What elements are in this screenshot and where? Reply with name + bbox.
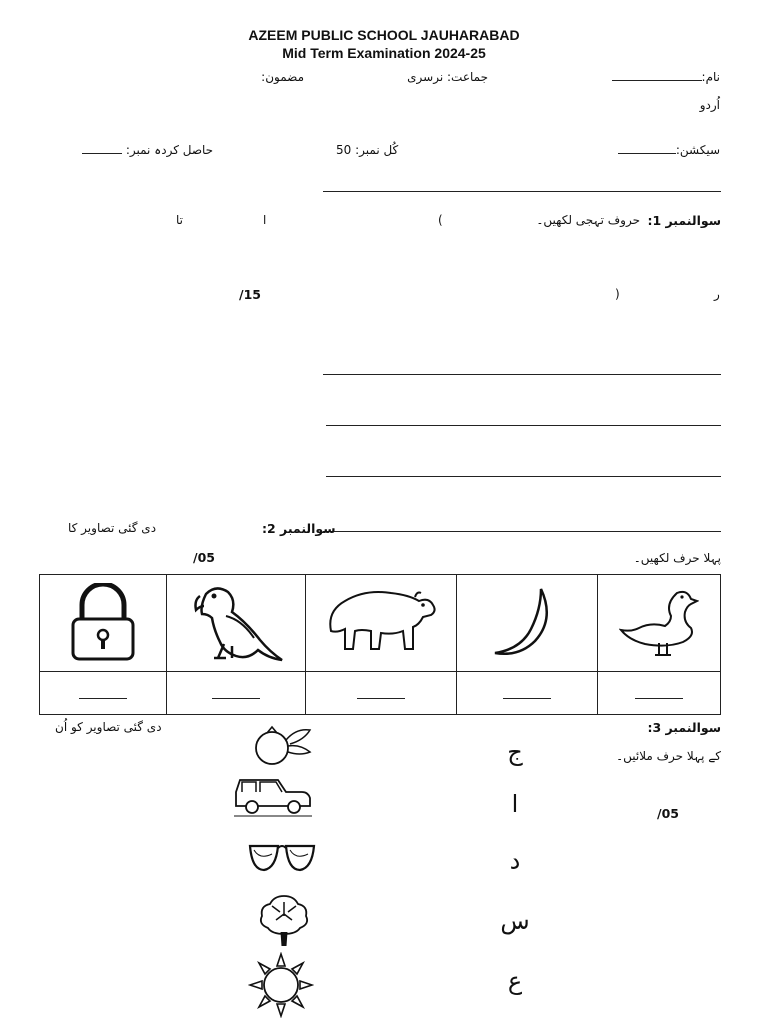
answer-blank-bear[interactable]	[306, 672, 457, 715]
section-label: سیکشن:	[675, 143, 720, 157]
obtained-label: حاصل کردہ نمبر:	[125, 143, 214, 157]
answer-line-3[interactable]	[326, 476, 721, 477]
section-blank[interactable]	[618, 153, 676, 154]
answer-line-1[interactable]	[323, 374, 721, 375]
q2-instruction-a: دی گئی تصاویر کا	[68, 521, 157, 535]
q1-number: سوالنمبر 1:	[647, 213, 721, 228]
q3-number: سوالنمبر 3:	[647, 720, 721, 735]
total-marks: کُل نمبر: 50	[336, 143, 399, 157]
subject-value: اُردو	[699, 98, 720, 112]
moon-icon	[487, 583, 567, 663]
picture-cell-parrot	[167, 575, 306, 672]
q3-marks: /05	[657, 806, 679, 821]
q1-ray: ر	[714, 287, 720, 301]
match-letter-seen[interactable]: س	[500, 907, 530, 935]
q2-marks: /05	[193, 550, 215, 565]
tree-icon[interactable]	[258, 892, 310, 946]
name-field	[612, 70, 720, 84]
q1-instruction: حروف تہجی لکھیں۔	[536, 213, 640, 227]
picture-cell-moon	[457, 575, 598, 672]
picture-cell-duck	[598, 575, 721, 672]
match-letter-alif[interactable]: ا	[511, 790, 519, 818]
match-letter-dal[interactable]: د	[509, 847, 521, 875]
answer-blank-moon[interactable]	[457, 672, 598, 715]
glasses-icon[interactable]	[248, 834, 316, 878]
obtained-field	[82, 143, 213, 157]
q1-ta: تا	[176, 213, 183, 227]
duck-icon	[619, 585, 699, 661]
q1-open-paren: (	[438, 213, 443, 227]
class-label: جماعت:	[447, 70, 488, 84]
q1-alif: ا	[263, 213, 267, 227]
parrot-icon	[186, 582, 286, 664]
section-field	[618, 143, 720, 157]
q3-instruction-b: کے پہلا حرف ملائیں۔	[616, 749, 721, 763]
q2-number: سوالنمبر 2:	[262, 521, 336, 536]
lock-icon	[68, 583, 138, 663]
answer-line-4[interactable]	[323, 531, 721, 532]
match-letter-jeem[interactable]: ج	[507, 738, 523, 766]
q3-instruction-a: دی گئی تصاویر کو اُن	[55, 720, 162, 734]
name-label: نام:	[701, 70, 720, 84]
school-name: AZEEM PUBLIC SCHOOL JAUHARABAD	[248, 27, 520, 43]
picture-cell-bear	[306, 575, 457, 672]
picture-cell-lock	[40, 575, 167, 672]
answer-blank-parrot[interactable]	[167, 672, 306, 715]
q2-instruction-b: پہلا حرف لکھیں۔	[633, 551, 721, 565]
picture-table	[39, 574, 721, 715]
divider-line	[323, 191, 721, 192]
q1-close-paren: )	[615, 287, 620, 301]
obtained-blank[interactable]	[82, 153, 122, 154]
sun-icon[interactable]	[248, 952, 314, 1018]
class-value: نرسری	[407, 70, 444, 84]
exam-title: Mid Term Examination 2024-25	[282, 45, 486, 61]
bear-icon	[325, 585, 437, 661]
name-blank[interactable]	[612, 80, 702, 81]
car-icon[interactable]	[232, 776, 314, 818]
q1-marks: /15	[239, 287, 261, 302]
answer-blank-lock[interactable]	[40, 672, 167, 715]
answer-line-2[interactable]	[326, 425, 721, 426]
answer-blank-duck[interactable]	[598, 672, 721, 715]
class-field	[407, 70, 488, 84]
pomegranate-icon[interactable]	[248, 724, 314, 766]
match-letter-ain[interactable]: ع	[507, 967, 523, 995]
subject-label: مضمون:	[261, 70, 304, 84]
